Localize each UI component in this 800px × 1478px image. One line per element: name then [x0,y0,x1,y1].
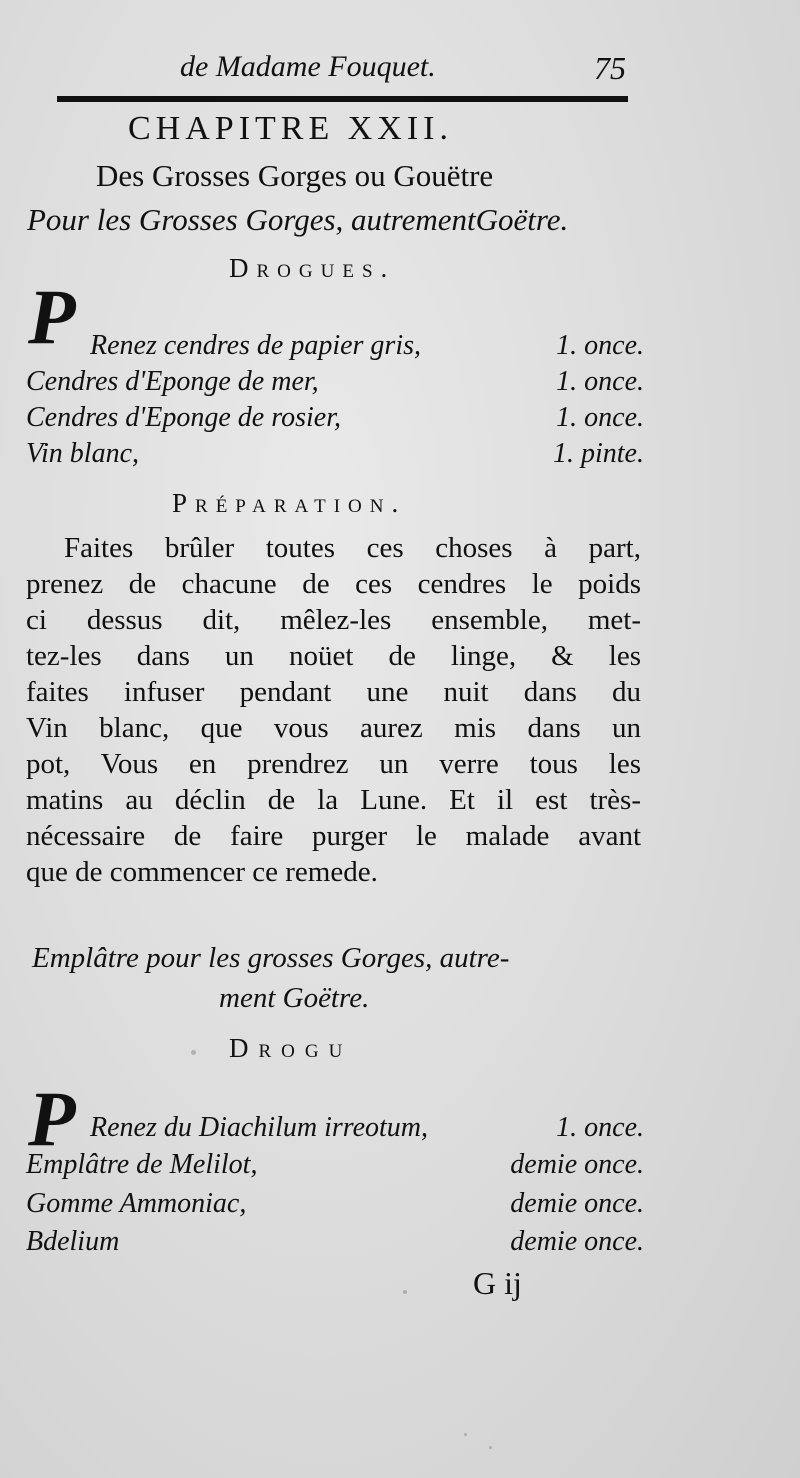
ingredient-name: Cendres d'Eponge de mer, [26,366,319,397]
italic-title: Pour les Grosses Gorges, autrementGoëtre. [27,202,569,237]
ingredient-quantity: 1. once. [556,402,644,433]
paper-dust-speck [403,1290,407,1294]
drop-cap: P [28,273,76,360]
header-rule [57,96,628,102]
ingredient-row [26,404,644,442]
paragraph-line: pot, Vous en prendrez un verre tous les [26,748,641,780]
ingredient-quantity: demie once. [510,1188,644,1219]
paper-dust-speck [489,1446,492,1449]
chapter-subtitle: Des Grosses Gorges ou Gouëtre [96,158,494,193]
section-heading-drogu: Drogu [229,1033,353,1063]
ingredient-row [26,1228,644,1266]
ingredient-row [26,1190,644,1228]
drop-cap: P [28,1075,76,1162]
ingredient-name: Renez du Diachilum irreotum, [90,1112,429,1143]
ingredient-quantity: demie once. [510,1149,644,1180]
ingredient-quantity: 1. once. [556,330,644,361]
ingredient-name: Vin blanc, [26,438,140,469]
paragraph-line: matins au déclin de la Lune. Et il est très- [26,784,641,816]
ingredient-name: Gomme Ammoniac, [26,1188,247,1219]
paragraph-line: tez-les dans un noüet de linge, & les [26,640,641,672]
ingredient-quantity: 1. once. [556,1112,644,1143]
running-head: de Madame Fouquet. [180,50,436,83]
paper-dust-speck [464,1433,467,1436]
paragraph-line: que de commencer ce remede. [26,856,378,888]
paragraph-line: ci dessus dit, mêlez-les ensemble, met- [26,604,641,636]
paragraph-line: prenez de chacune de ces cendres le poids [26,568,641,600]
chapter-title: CHAPITRE XXII. [128,110,453,147]
signature-mark: G ij [473,1265,522,1301]
page-number: 75 [594,50,626,86]
ingredient-row [26,332,644,370]
ingredient-row [26,1151,644,1189]
recipe-title-line: Emplâtre pour les grosses Gorges, autre- [32,942,510,974]
ingredient-name: Cendres d'Eponge de rosier, [26,402,341,433]
ingredient-name: Renez cendres de papier gris, [90,330,421,361]
section-heading-drogues: Drogues. [229,253,396,283]
ingredient-name: Bdelium [26,1226,120,1257]
recipe-title-line: ment Goëtre. [219,982,370,1014]
ingredient-row [26,440,644,478]
paragraph-line: Vin blanc, que vous aurez mis dans un [26,712,641,744]
ingredient-quantity: 1. pinte. [553,438,644,469]
ingredient-row [26,1114,644,1152]
ingredient-name: Emplâtre de Melilot, [26,1149,258,1180]
ingredient-quantity: demie once. [510,1226,644,1257]
paragraph-line: faites infuser pendant une nuit dans du [26,676,641,708]
ingredient-quantity: 1. once. [556,366,644,397]
preparation-paragraph [26,532,641,892]
paper-dust-speck [191,1050,196,1055]
paragraph-line: nécessaire de faire purger le malade avant [26,820,641,852]
ingredient-row [26,368,644,406]
paragraph-line: Faites brûler toutes ces choses à part, [64,532,641,564]
section-heading-preparation: Préparation. [172,488,407,518]
